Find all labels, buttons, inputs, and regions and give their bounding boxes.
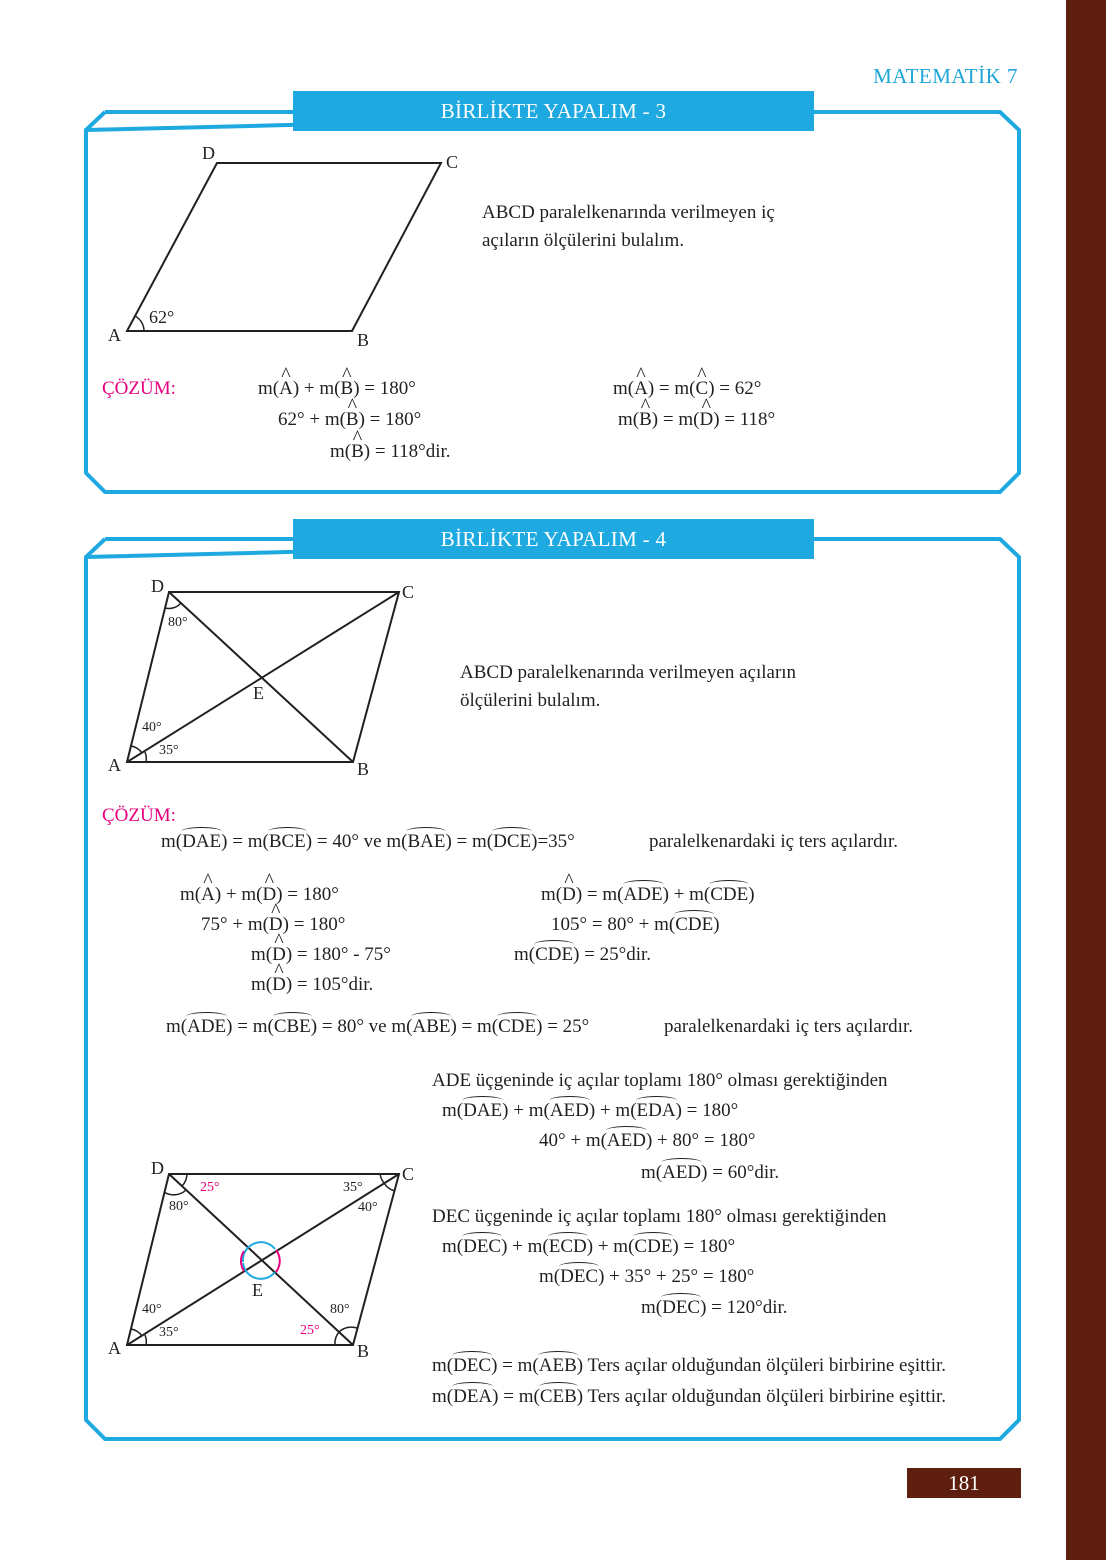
fig4-angle-a-bottom: 35° xyxy=(159,743,179,758)
fig5-angle-c-bottom: 40° xyxy=(358,1200,378,1215)
fig5-label-b: B xyxy=(357,1341,370,1361)
calc-right-1: m(^ D) = m(ADE) + m(CDE) xyxy=(541,883,755,907)
fig5-angle-b-pink: 25° xyxy=(300,1323,320,1338)
calc-right-3: m(CDE) = 25°dir. xyxy=(514,944,652,965)
section4-line2: m(ADE) = m(CBE) = 80° ve m(ABE) = m(CDE) = 25° xyxy=(166,1016,590,1037)
section3-eq-3: m(^ B) = 118°dir. xyxy=(330,440,451,464)
fig5-angle-c-top: 35° xyxy=(343,1180,363,1195)
page-side-bar xyxy=(1066,0,1106,1560)
section3-eq-4: m(^ A) = m(^ C) = 62° xyxy=(613,377,761,401)
dec-line-1: m(DEC) + m(ECD) + m(CDE) = 180° xyxy=(442,1236,736,1257)
calc-right-2: 105° = 80° + m(CDE) xyxy=(551,914,720,935)
calc-left-4: m(^ D) = 105°dir. xyxy=(251,973,373,997)
fig3-label-b: B xyxy=(357,330,370,350)
section4-description: ABCD paralelkenarında verilmeyen açıların ölçülerini bulalım. xyxy=(460,662,797,711)
ade-line-1: m(DAE) + m(AED) + m(EDA) = 180° xyxy=(442,1100,739,1121)
fig5-angle-a-bottom: 35° xyxy=(159,1325,179,1340)
dec-line-3: m(DEC) = 120°dir. xyxy=(641,1297,788,1318)
calc-left-1: m(^ A) + m(^ D) = 180° xyxy=(180,883,339,907)
section3-eq-1: m(^ A) + m(^ B) = 180° xyxy=(258,377,416,401)
fig5-angle-d-pink: 25° xyxy=(200,1180,220,1195)
section3-eq-5: m(^ B) = m(^ D) = 118° xyxy=(618,408,775,432)
calc-left-2: 75° + m(^ D) = 180° xyxy=(201,913,345,937)
conclusion-1: m(DEC) = m(AEB) Ters açılar olduğundan ölçüleri birbirine eşittir. xyxy=(432,1355,947,1376)
fig4-angle-a-top: 40° xyxy=(142,720,162,735)
fig5-angle-b-top: 80° xyxy=(330,1302,350,1317)
calc-left-3: m(^ D) = 180° - 75° xyxy=(251,943,391,967)
dec-intro: DEC üçgeninde iç açılar toplamı 180° olması gerektiğinden xyxy=(432,1206,887,1227)
fig5-label-a: A xyxy=(108,1338,121,1358)
fig5-label-e: E xyxy=(252,1280,263,1300)
section4-line2-note: paralelkenardaki iç ters açılardır. xyxy=(664,1016,913,1037)
fig4-label-c: C xyxy=(402,582,415,602)
section4-line1: m(DAE) = m(BCE) = 40° ve m(BAE) = m(DCE)=35° xyxy=(161,831,575,852)
section3-banner: BİRLİKTE YAPALIM - 3 xyxy=(293,91,814,131)
fig4-angle-d: 80° xyxy=(168,615,188,630)
section4-line1-note: paralelkenardaki iç ters açılardır. xyxy=(649,831,898,852)
fig5-angle-d-black: 80° xyxy=(169,1199,189,1214)
section3-eq-2: 62° + m(^ B) = 180° xyxy=(278,408,421,432)
fig5-label-c: C xyxy=(402,1164,415,1184)
section4-solution-label: ÇÖZÜM: xyxy=(102,805,176,826)
dec-line-2: m(DEC) + 35° + 25° = 180° xyxy=(539,1266,755,1287)
fig4-label-b: B xyxy=(357,759,370,779)
fig4-label-a: A xyxy=(108,755,121,775)
fig4-label-d: D xyxy=(151,576,164,596)
fig3-label-c: C xyxy=(446,152,459,172)
section4-banner: BİRLİKTE YAPALIM - 4 xyxy=(293,519,814,559)
ade-line-2: 40° + m(AED) + 80° = 180° xyxy=(539,1130,756,1151)
ade-line-3: m(AED) = 60°dir. xyxy=(641,1162,780,1183)
section3-description: ABCD paralelkenarında verilmeyen iç açıların ölçülerini bulalım. xyxy=(482,202,775,251)
conclusion-2: m(DEA) = m(CEB) Ters açılar olduğundan ölçüleri birbirine eşittir. xyxy=(432,1386,947,1407)
fig5-angle-a-top: 40° xyxy=(142,1302,162,1317)
header-subject: MATEMATİK 7 xyxy=(873,64,1018,88)
fig5-label-d: D xyxy=(151,1158,164,1178)
ade-intro: ADE üçgeninde iç açılar toplamı 180° olması gerektiğinden xyxy=(432,1070,888,1091)
fig3-angle-a: 62° xyxy=(149,307,175,327)
page-number: 181 xyxy=(907,1468,1021,1498)
fig3-label-a: A xyxy=(108,325,121,345)
section3-solution-label: ÇÖZÜM: xyxy=(102,378,176,399)
fig4-label-e: E xyxy=(253,683,264,703)
fig3-label-d: D xyxy=(202,143,215,163)
